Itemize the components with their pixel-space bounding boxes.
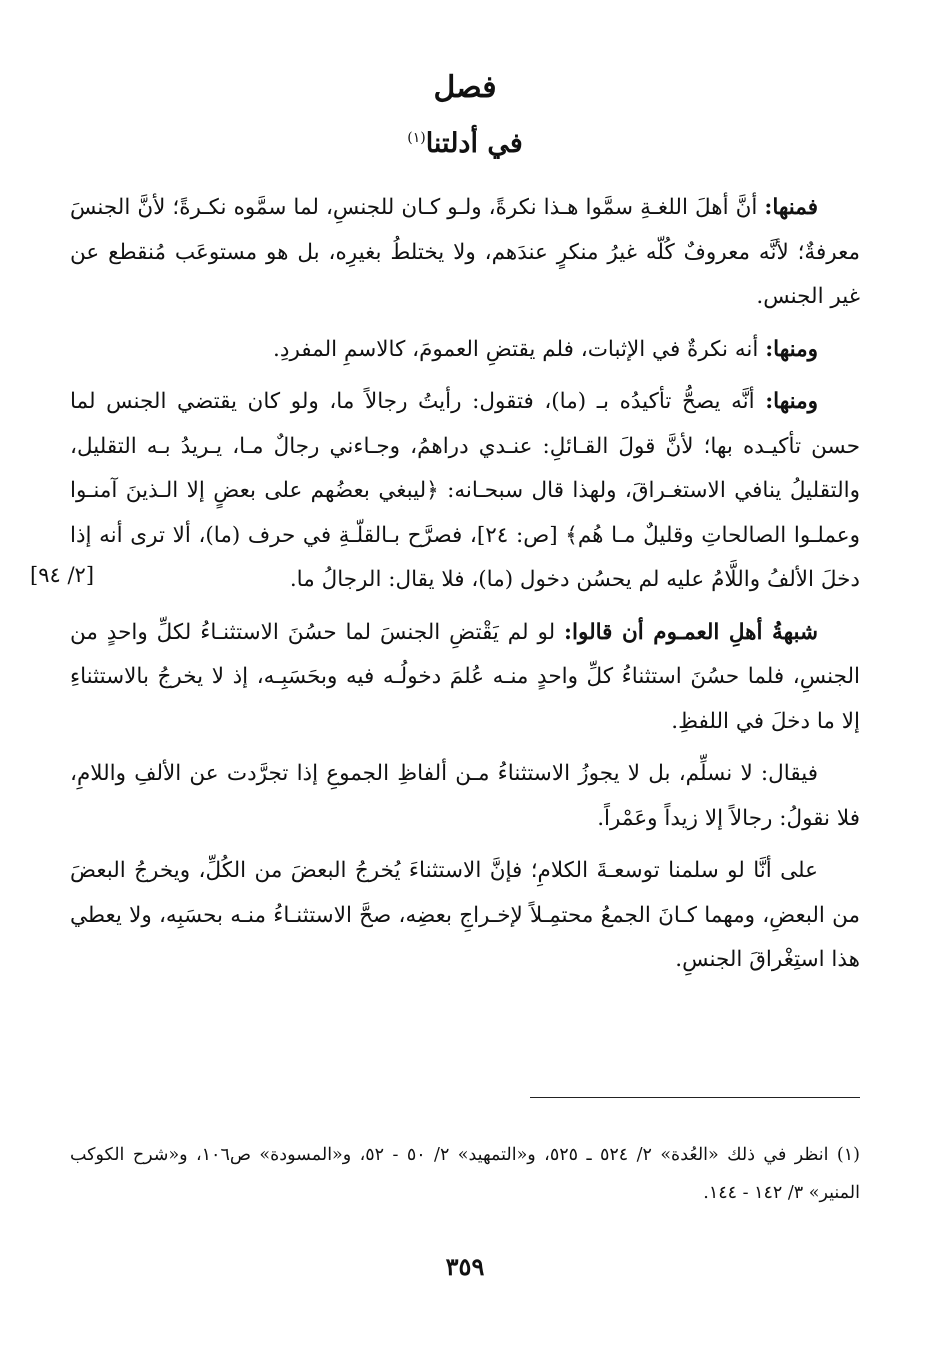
section-title: فصل bbox=[433, 70, 497, 105]
page-number: ٣٥٩ bbox=[445, 1252, 485, 1281]
paragraph-lead: شبهةُ أهلِ العمـوم أن قالوا: bbox=[564, 619, 818, 645]
footnote-divider bbox=[530, 1097, 860, 1098]
paragraph-text: أنه نكرةٌ في الإثبات، فلم يقتضِ العمومَ، كالاسمِ المفردِ. bbox=[273, 336, 766, 362]
subtitle-text: في أدلتنا bbox=[425, 128, 523, 159]
paragraph-text: أنَّه يصحُّ تأكيدُه بـ (ما)، فتقول: رأيتُ رجالاً ما، ولو كان يقتضي الجنس لما حسن تأكيـده بها؛ لأنَّ قولَ القـائلِ: عنـدي دراهمُ، وجـاءني رجالٌ مـا، يـريدُ بـه التقليل، والتقليلُ ينافي الاستغـراقَ، ولهذا قال سبحـانه: ﴿ليبغي بعضُهم على بعضٍ إلا الـذينَ آمنـوا وعملـوا الصالحاتِ وقليلٌ مـا هُم﴾ [ص: ٢٤]، فصرَّح بـالقلّـةِ في حرف (ما)، ألا ترى أنه إذا دخلَ الألفُ واللَّامُ عليه لم يحسُن دخول (ما)، فلا يقال: الرجالُ ما. bbox=[70, 389, 860, 592]
section-subtitle bbox=[0, 128, 930, 159]
paragraph-text: فيقال: لا نسلِّم، بل لا يجوزُ الاستثناءُ مـن ألفاظِ الجموعِ إذا تجرَّدت عن الألفِ واللامِ، فلا نقولُ: رجالاً إلا زيداً وعَمْراً. bbox=[70, 761, 860, 831]
paragraph-lead: فمنها: bbox=[764, 195, 818, 220]
footnote-marker: (١) bbox=[407, 130, 426, 146]
footnote: (١) انظر في ذلك «العُدة» ٢/ ٥٢٤ ـ ٥٢٥، و«التمهيد» ٢/ ٥٠ - ٥٢، و«المسودة» ص١٠٦، و«شرح الكوكب المنير» ٣/ ١٤٢ - ١٤٤. bbox=[70, 1145, 860, 1203]
margin-reference: [٢/ ٩٤] bbox=[30, 563, 95, 587]
paragraph-text: لو لم يَقْتضِ الجنسَ لما حسُنَ الاستثنـاءُ لكلِّ واحدٍ من الجنسِ، فلما حسُنَ استثناءُ كلِّ واحدٍ منـه عُلمَ دخولُـه فيه وبحَسَبِـه، إذ لا يخرجُ بالاستثناءِ إلا ما دخلَ في اللفظِ. bbox=[70, 619, 860, 734]
paragraph-lead: ومنها: bbox=[765, 336, 818, 362]
paragraph-5 bbox=[70, 752, 860, 841]
paragraph-lead: ومنها: bbox=[765, 389, 818, 414]
paragraph-2 bbox=[70, 328, 860, 373]
paragraph-6 bbox=[70, 849, 860, 983]
paragraph-text: أنَّ أهلَ اللغـةِ سمَّوا هـذا نكرةً، ولـو كـان للجنسِ، لما سمَّوه نكـرةً؛ لأنَّ الجنسَ معرفةٌ؛ لأنَّه معروفٌ كُلّه غيرُ منكرٍ عندَهم، ولا يختلطُ بغيرِه، بل هو مستوعَب مُنقطع عن غير الجنس. bbox=[70, 195, 860, 309]
paragraph-1 bbox=[70, 186, 860, 320]
paragraph-3 bbox=[70, 380, 860, 603]
paragraph-text: على أنَّا لو سلمنا توسعـةَ الكلامِ؛ فإنَّ الاستثناءَ يُخرجُ البعضَ من الكُلِّ، ويخرجُ البعضَ من البعضِ، ومهما كـانَ الجمعُ محتمِـلاً لإخـراجِ بعضِه، صحَّ الاستثنـاءُ منـه بحسَبِه، ولا يعطي هذا استِغْراقَ الجنسِ. bbox=[70, 858, 860, 972]
paragraph-4 bbox=[70, 611, 860, 745]
body-text bbox=[70, 186, 860, 991]
